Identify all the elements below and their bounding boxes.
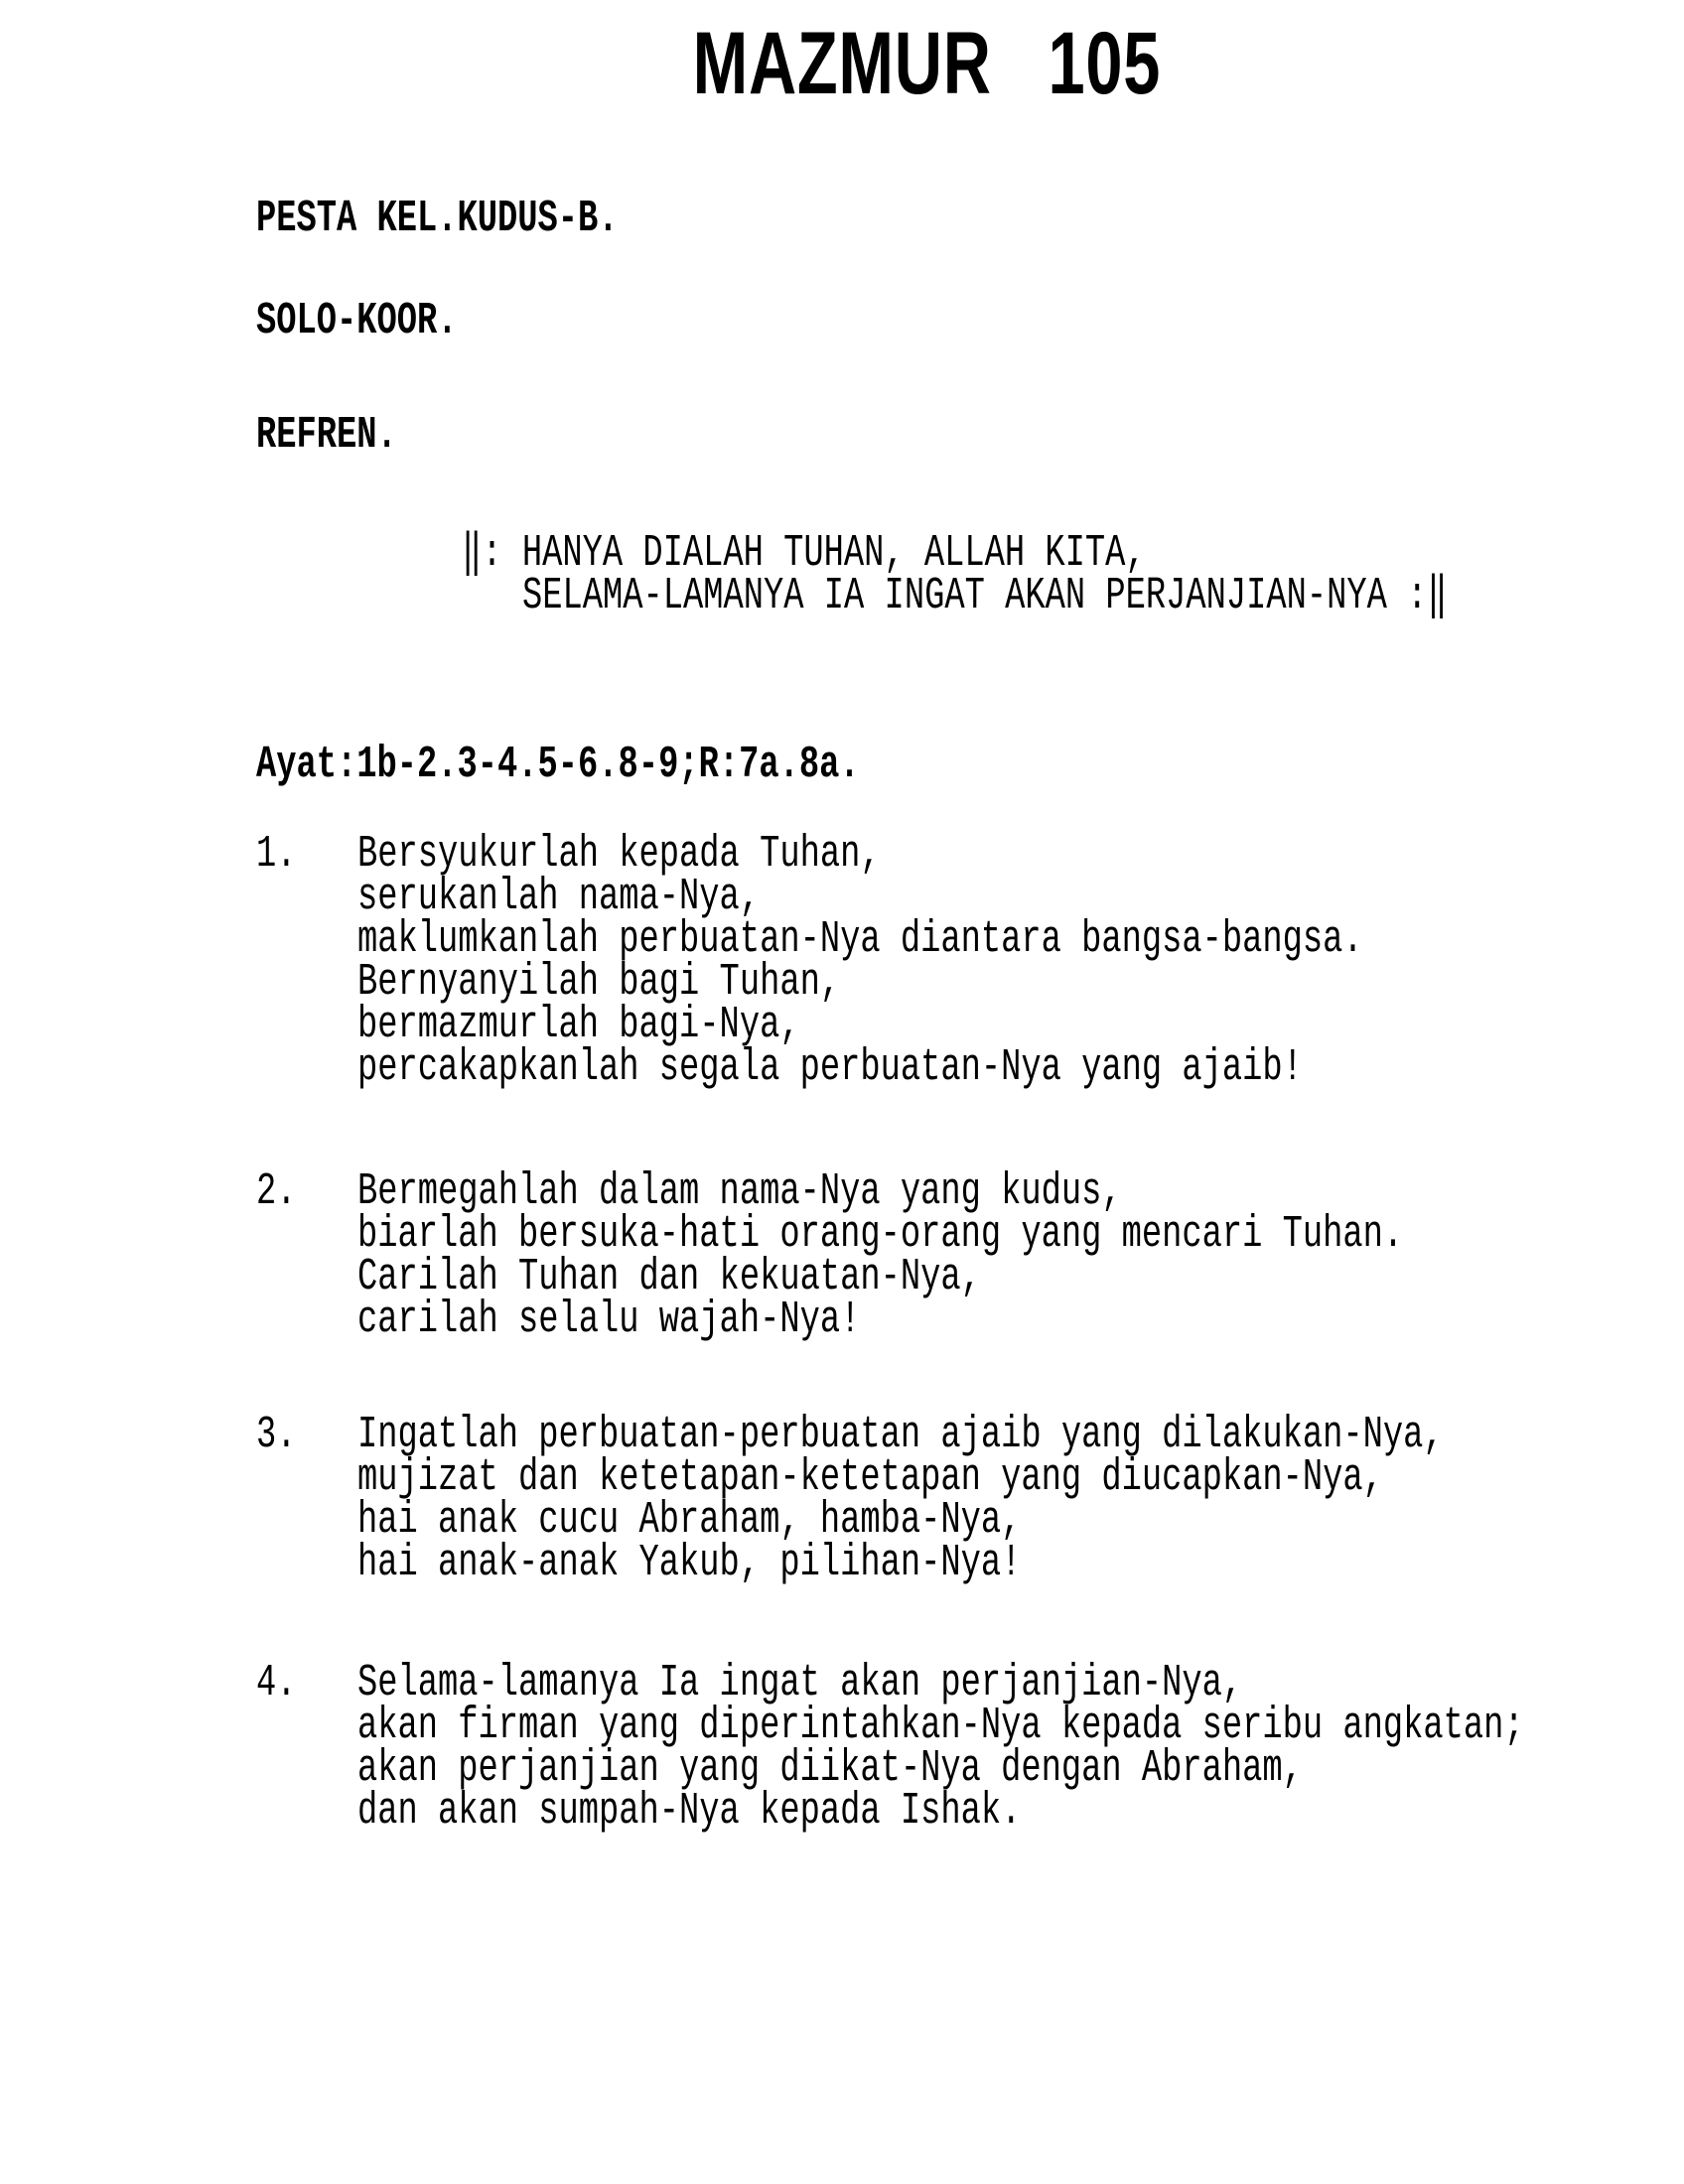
- verse-line: Bermegahlah dalam nama-Nya yang kudus,: [357, 1166, 1122, 1217]
- verse-line: biarlah bersuka-hati orang-orang yang mencari Tuhan.: [357, 1209, 1404, 1260]
- verse-reference-text: Ayat:1b-2.3-4.5-6.8-9;R:7a.8a.: [256, 740, 860, 790]
- verse-line: bermazmurlah bagi-Nya,: [357, 1000, 800, 1050]
- verse-line: hai anak cucu Abraham, hamba-Nya,: [357, 1495, 1022, 1546]
- verse-line: akan perjanjian yang diikat-Nya dengan Abraham,: [357, 1743, 1303, 1794]
- verse-line: Bernyanyilah bagi Tuhan,: [357, 957, 841, 1008]
- verse-line: carilah selalu wajah-Nya!: [357, 1295, 861, 1345]
- verse-line: Bersyukurlah kepada Tuhan,: [357, 829, 881, 880]
- verse-1-number: 1.: [256, 829, 297, 880]
- verse-4-lines: [357, 1658, 1684, 1837]
- verse-line: serukanlah nama-Nya,: [357, 872, 761, 922]
- refrain-text: [462, 528, 1684, 621]
- verse-line: Selama-lamanya Ia ingat akan perjanjian-Nya,: [357, 1658, 1243, 1708]
- verse-4-number: 4.: [256, 1658, 297, 1708]
- refrain-heading: [256, 410, 444, 461]
- verse-1-lines: [357, 829, 1684, 1093]
- verse-line: percakapkanlah segala perbuatan-Nya yang ajaib!: [357, 1042, 1303, 1093]
- verse-3-lines: [357, 1410, 1684, 1588]
- verse-reference: [256, 740, 1060, 790]
- performance-heading: [256, 296, 524, 346]
- verse-line: Carilah Tuhan dan kekuatan-Nya,: [357, 1252, 981, 1302]
- verse-line: mujizat dan ketetapan-ketetapan yang diucapkan-Nya,: [357, 1452, 1383, 1503]
- verse-line: dan akan sumpah-Nya kepada Ishak.: [357, 1786, 1022, 1837]
- verse-2-lines: [357, 1166, 1684, 1345]
- verse-3: [256, 1410, 1684, 1588]
- occasion-heading-text: PESTA KEL.KUDUS-B.: [256, 194, 619, 244]
- verse-1: [256, 829, 1684, 1093]
- verse-line: hai anak-anak Yakub, pilihan-Nya!: [357, 1538, 1022, 1588]
- verse-line: maklumkanlah perbuatan-Nya diantara bangsa-bangsa.: [357, 914, 1363, 965]
- verse-3-number: 3.: [256, 1410, 297, 1460]
- page-title-text: MAZMUR 105: [692, 13, 1161, 112]
- refrain-line-2: SELAMA-LAMANYA IA INGAT AKAN PERJANJIAN-NYA :‖: [522, 571, 1448, 621]
- verse-4: [256, 1658, 1684, 1837]
- occasion-heading: [256, 194, 739, 244]
- refrain-line-1: ‖: HANYA DIALAH TUHAN, ALLAH KITA,: [462, 528, 1146, 579]
- page-title: [0, 12, 1684, 113]
- verse-2-number: 2.: [256, 1166, 297, 1217]
- verse-2: [256, 1166, 1684, 1345]
- verse-line: akan firman yang diperintahkan-Nya kepada seribu angkatan;: [357, 1701, 1524, 1751]
- verse-line: Ingatlah perbuatan-perbuatan ajaib yang dilakukan-Nya,: [357, 1410, 1444, 1460]
- performance-heading-text: SOLO-KOOR.: [256, 296, 458, 346]
- refrain-heading-text: REFREN.: [256, 410, 397, 461]
